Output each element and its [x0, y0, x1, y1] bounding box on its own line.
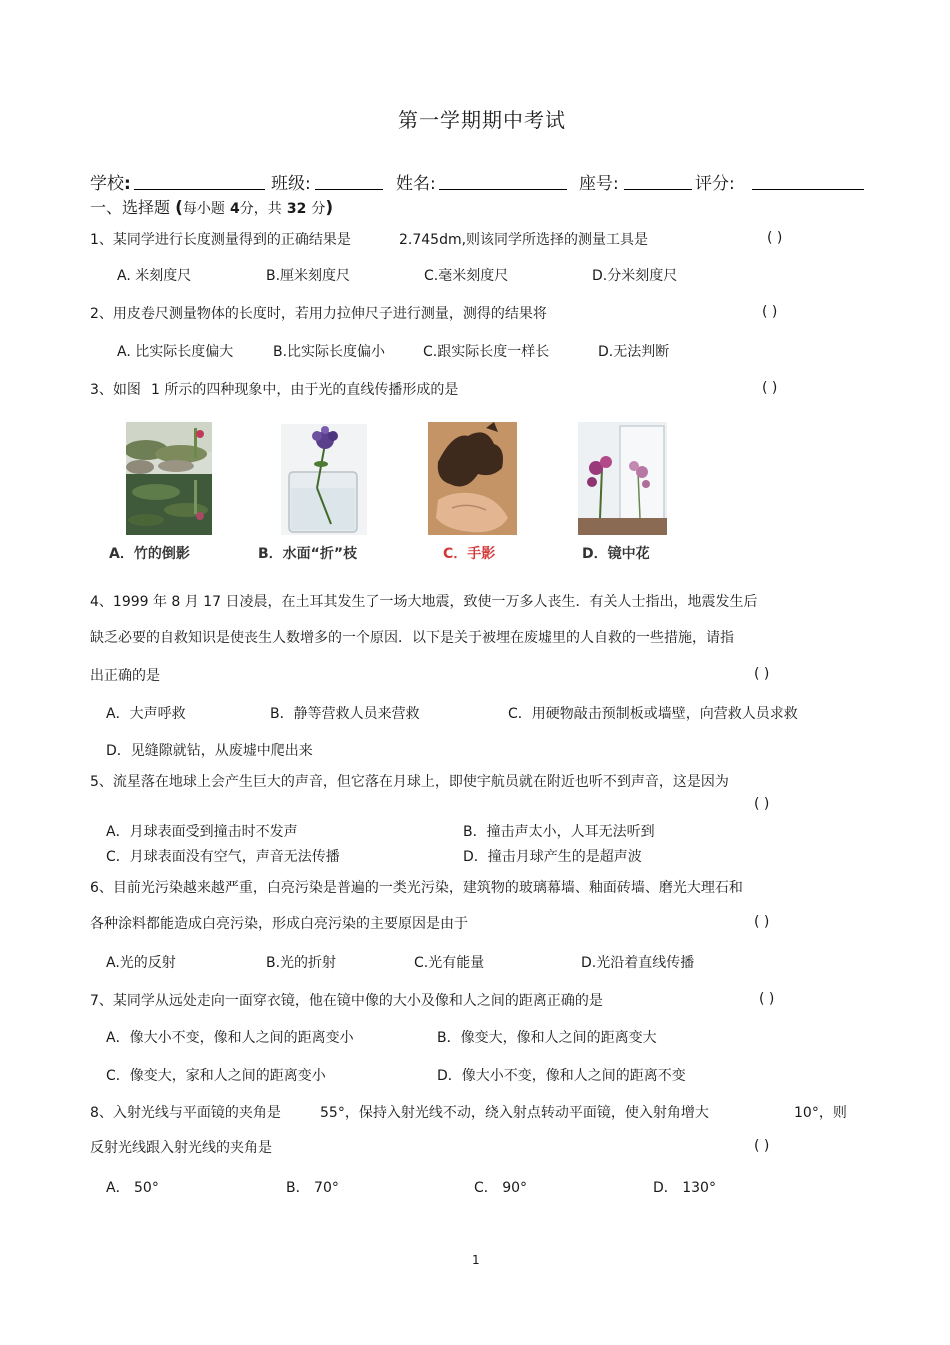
bamboo-reflection-image	[126, 422, 212, 535]
q2-option-a: A. 比实际长度偏大	[117, 344, 234, 360]
q6-answer-paren: ( )	[754, 914, 770, 930]
figure-caption-c: C．手影	[443, 546, 496, 562]
score-label: 评分:	[695, 174, 735, 194]
q8-option-c: C． 90°	[474, 1180, 528, 1196]
name-label: 姓名:	[396, 174, 436, 194]
page-number: 1	[472, 1253, 480, 1267]
q5-answer-paren: ( )	[754, 796, 770, 812]
section-heading: 一、选择题 (每小题 4分，共 32 分)	[90, 198, 334, 218]
q6-line-1: 6、目前光污染越来越严重，白亮污染是普遍的一类光污染，建筑物的玻璃幕墙、釉面砖墙、磨光大理石和	[90, 880, 743, 896]
q4-line-3: 出正确的是	[90, 668, 160, 684]
q1-option-a: A. 米刻度尺	[117, 268, 192, 284]
hand-shadow-image	[428, 422, 517, 535]
q8-option-a: A． 50°	[106, 1180, 159, 1196]
q6-line-2: 各种涂料都能造成白亮污染，形成白亮污染的主要原因是由于	[90, 916, 468, 932]
q6-option-c: C.光有能量	[414, 955, 485, 971]
name-blank	[439, 189, 567, 190]
q6-option-b: B.光的折射	[266, 955, 337, 971]
q4-line-1: 4、1999 年 8 月 17 日凌晨，在土耳其发生了一场大地震，致使一万多人丧生．有关人士指出，地震发生后	[90, 594, 758, 610]
q7-option-b: B．像变大，像和人之间的距离变大	[437, 1030, 657, 1046]
q1-option-b: B.厘米刻度尺	[266, 268, 351, 284]
q5-option-c: C．月球表面没有空气，声音无法传播	[106, 849, 340, 865]
page-title: 第一学期期中考试	[398, 108, 566, 132]
q7-answer-paren: ( )	[759, 991, 775, 1007]
seat-label: 座号:	[579, 174, 619, 194]
q3-text-a: 3、如图	[90, 382, 141, 398]
q8-text-b: 55°，保持入射光线不动，绕入射点转动平面镜，使入射角增大	[320, 1105, 709, 1121]
q8-text-c: 10°，则	[794, 1105, 847, 1121]
q1-answer-paren: ( )	[767, 230, 783, 246]
seat-blank	[624, 189, 692, 190]
mirror-flower-image	[578, 422, 667, 535]
q1-text-b: 2.745dm,则该同学所选择的测量工具是	[399, 232, 649, 248]
q4-option-c: C．用硬物敲击预制板或墙壁，向营救人员求救	[508, 706, 798, 722]
q5-option-a: A．月球表面受到撞击时不发声	[106, 824, 298, 840]
q4-option-a: A．大声呼救	[106, 706, 186, 722]
figure-caption-d: D．镜中花	[582, 546, 650, 562]
q2-option-d: D.无法判断	[598, 344, 670, 360]
q1-text-a: 1、某同学进行长度测量得到的正确结果是	[90, 232, 351, 248]
q7-option-c: C．像变大，家和人之间的距离变小	[106, 1068, 326, 1084]
q4-option-b: B．静等营救人员来营救	[270, 706, 420, 722]
score-blank	[752, 189, 864, 190]
q5-text: 5、流星落在地球上会产生巨大的声音，但它落在月球上，即使宇航员就在附近也听不到声音，这是因为	[90, 774, 729, 790]
q6-option-d: D.光沿着直线传播	[581, 955, 695, 971]
q6-option-a: A.光的反射	[106, 955, 176, 971]
q8-answer-paren: ( )	[754, 1138, 770, 1154]
q8-option-d: D． 130°	[653, 1180, 716, 1196]
q2-text: 2、用皮卷尺测量物体的长度时，若用力拉伸尺子进行测量，测得的结果将	[90, 306, 547, 322]
q7-option-a: A．像大小不变，像和人之间的距离变小	[106, 1030, 354, 1046]
q2-answer-paren: ( )	[762, 304, 778, 320]
q8-line-2: 反射光线跟入射光线的夹角是	[90, 1140, 272, 1156]
q4-answer-paren: ( )	[754, 666, 770, 682]
q2-option-b: B.比实际长度偏小	[273, 344, 386, 360]
school-label: 学校:	[90, 174, 131, 194]
q5-option-d: D．撞击月球产生的是超声波	[463, 849, 642, 865]
q5-option-b: B．撞击声太小，人耳无法听到	[463, 824, 655, 840]
q3-answer-paren: ( )	[762, 380, 778, 396]
figure-caption-a: A．竹的倒影	[109, 546, 190, 562]
q4-option-d: D．见缝隙就钻，从废墟中爬出来	[106, 743, 313, 759]
q1-option-c: C.毫米刻度尺	[424, 268, 509, 284]
q1-option-d: D.分米刻度尺	[592, 268, 678, 284]
q7-option-d: D．像大小不变，像和人之间的距离不变	[437, 1068, 686, 1084]
figure-caption-b: B．水面“折”枝	[258, 546, 358, 562]
class-label: 班级:	[271, 174, 311, 194]
school-blank	[134, 189, 265, 190]
q4-line-2: 缺乏必要的自救知识是使丧生人数增多的一个原因．以下是关于被埋在废墟里的人自救的一些措施，请指	[90, 630, 734, 646]
q8-option-b: B． 70°	[286, 1180, 339, 1196]
q7-text: 7、某同学从远处走向一面穿衣镜，他在镜中像的大小及像和人之间的距离正确的是	[90, 993, 603, 1009]
water-bent-branch-image	[281, 424, 367, 535]
q3-text-b: 1 所示的四种现象中，由于光的直线传播形成的是	[151, 382, 459, 398]
class-blank	[315, 189, 383, 190]
q2-option-c: C.跟实际长度一样长	[423, 344, 550, 360]
q8-text-a: 8、入射光线与平面镜的夹角是	[90, 1105, 281, 1121]
